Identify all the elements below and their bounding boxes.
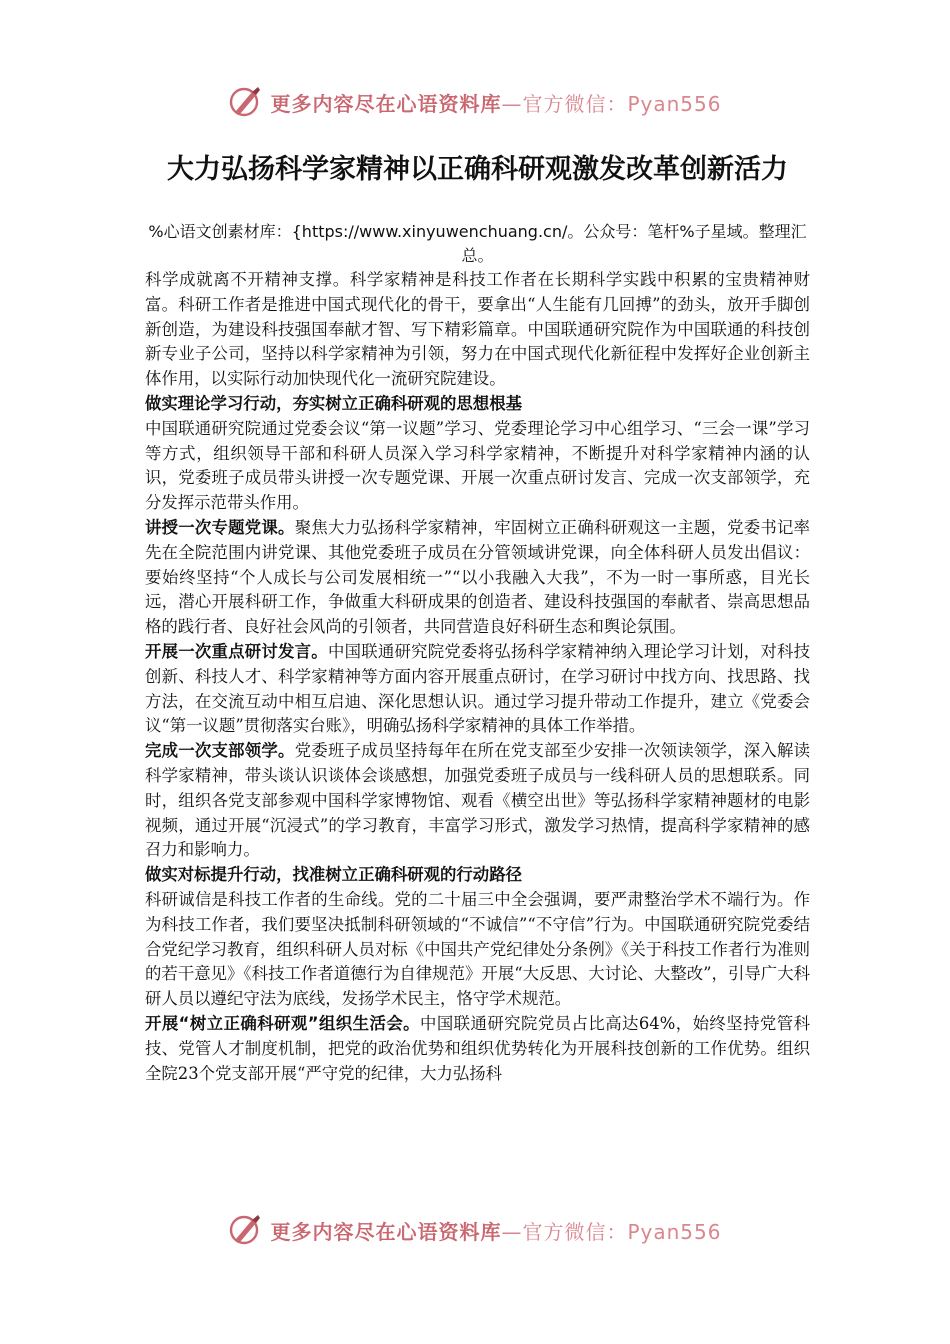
paragraph-lead: 开展一次重点研讨发言。: [145, 641, 328, 661]
paragraph-text: 党委班子成员坚持每年在所在党支部至少安排一次领读领学，深入解读科学家精神，带头谈认识谈体会谈感想，加强党委班子成员与一线科研人员的思想联系。同时，组织各党支部参观中国科学家博物馆、观看《横空出世》等弘扬科学家精神题材的电影视频，通过开展“沉浸式”的学习教育，丰富学习形式，激发学习热情，提高科学家精神的感召力和影响力。: [145, 741, 811, 860]
paragraph-text: 聚焦大力弘扬科学家精神，牢固树立正确科研观这一主题，党委书记率先在全院范围内讲党课、其他党委班子成员在分管领域讲党课，向全体科研人员发出倡议：要始终坚持“个人成长与公司发展相统一”“以小我融入大我”，不为一时一事所惑，目光长远，潜心开展科研工作，争做重大科研成果的创造者、建设科技强国的奉献者、崇高思想品格的践行者、良好社会风尚的引领者，共同营造良好科研生态和舆论氛围。: [145, 517, 811, 637]
page-title: 大力弘扬科学家精神以正确科研观激发改革创新活力: [167, 154, 788, 185]
paragraph-text: 中国联通研究院党员占比高达64%，始终坚持党管科技、党管人才制度机制，把党的政治优势和组织优势转化为开展科技创新的工作优势。组织全院23个党支部开展“严守党的纪律，大力弘扬科: [145, 1013, 811, 1083]
paragraph-lead: 完成一次支部领学。: [145, 741, 295, 761]
paragraph-lead: 开展“树立正确科研观”组织生活会。: [145, 1013, 420, 1033]
section-heading: 做实理论学习行动，夯实树立正确科研观的思想根基: [145, 393, 522, 413]
paragraph-text: 中国联通研究院通过党委会议“第一议题”学习、党委理论学习中心组学习、“三会一课”学习等方式，组织领导干部和科研人员深入学习科学家精神，不断提升对科学家精神内涵的认识，党委班子成员带头讲授一次专题党课、开展一次重点研讨发言、完成一次支部领学，充分发挥示范带头作用。: [145, 418, 810, 513]
section-heading: 做实对标提升行动，找准树立正确科研观的行动路径: [145, 865, 522, 885]
paragraph: [145, 268, 810, 392]
watermark-text: 更多内容尽在心语资料库—官方微信：Pyan556: [270, 91, 722, 116]
watermark-text: 更多内容尽在心语资料库—官方微信：Pyan556: [270, 1219, 722, 1244]
paragraph: [145, 1012, 810, 1086]
pen-in-circle-logo-icon: [228, 1212, 264, 1248]
article-text: [145, 268, 810, 1086]
paragraph: [145, 640, 810, 739]
paragraph: [145, 417, 810, 516]
source-note: %心语文创素材库：{https://www.xinyuwenchuang.cn/。公众号：笔杆%子星域。整理汇总。: [148, 222, 807, 265]
pen-in-circle-logo-icon: [228, 84, 264, 120]
watermark-footer: [0, 1208, 950, 1252]
paragraph-text: 科研诚信是科技工作者的生命线。党的二十届三中全会强调，要严肃整治学术不端行为。作为科技工作者，我们要坚决抵制科研领域的“不诚信”“不守信”行为。中国联通研究院党委结合党纪学习教育，组织科研人员对标《中国共产党纪律处分条例》《关于科技工作者行为准则的若干意见》《科技工作者道德行为自律规范》开展“大反思、大讨论、大整改”，引导广大科研人员以遵纪守法为底线，发扬学术民主，恪守学术规范。: [145, 889, 810, 1009]
paragraph: [145, 516, 810, 640]
document-body: [145, 150, 810, 1086]
paragraph: [145, 888, 810, 1012]
paragraph-text: 中国联通研究院党委将弘扬科学家精神纳入理论学习计划，对科技创新、科技人才、科学家精神等方面内容开展重点研讨，在学习研讨中找方向、找思路、找方法，在交流互动中相互启迪、深化思想认识。通过学习提升带动工作提升，建立《党委会议“第一议题”贯彻落实台账》，明确弘扬科学家精神的具体工作举措。: [145, 641, 811, 736]
watermark-header: [0, 80, 950, 124]
paragraph: [145, 739, 810, 863]
paragraph-text: 科学成就离不开精神支撑。科学家精神是科技工作者在长期科学实践中积累的宝贵精神财富。科研工作者是推进中国式现代化的骨干，要拿出“人生能有几回搏”的劲头，放开手脚创新创造，为建设科技强国奉献才智、写下精彩篇章。中国联通研究院作为中国联通的科技创新专业子公司，坚持以科学家精神为引领，努力在中国式现代化新征程中发挥好企业创新主体作用，以实际行动加快现代化一流研究院建设。: [145, 270, 810, 389]
paragraph-lead: 讲授一次专题党课。: [145, 517, 295, 537]
